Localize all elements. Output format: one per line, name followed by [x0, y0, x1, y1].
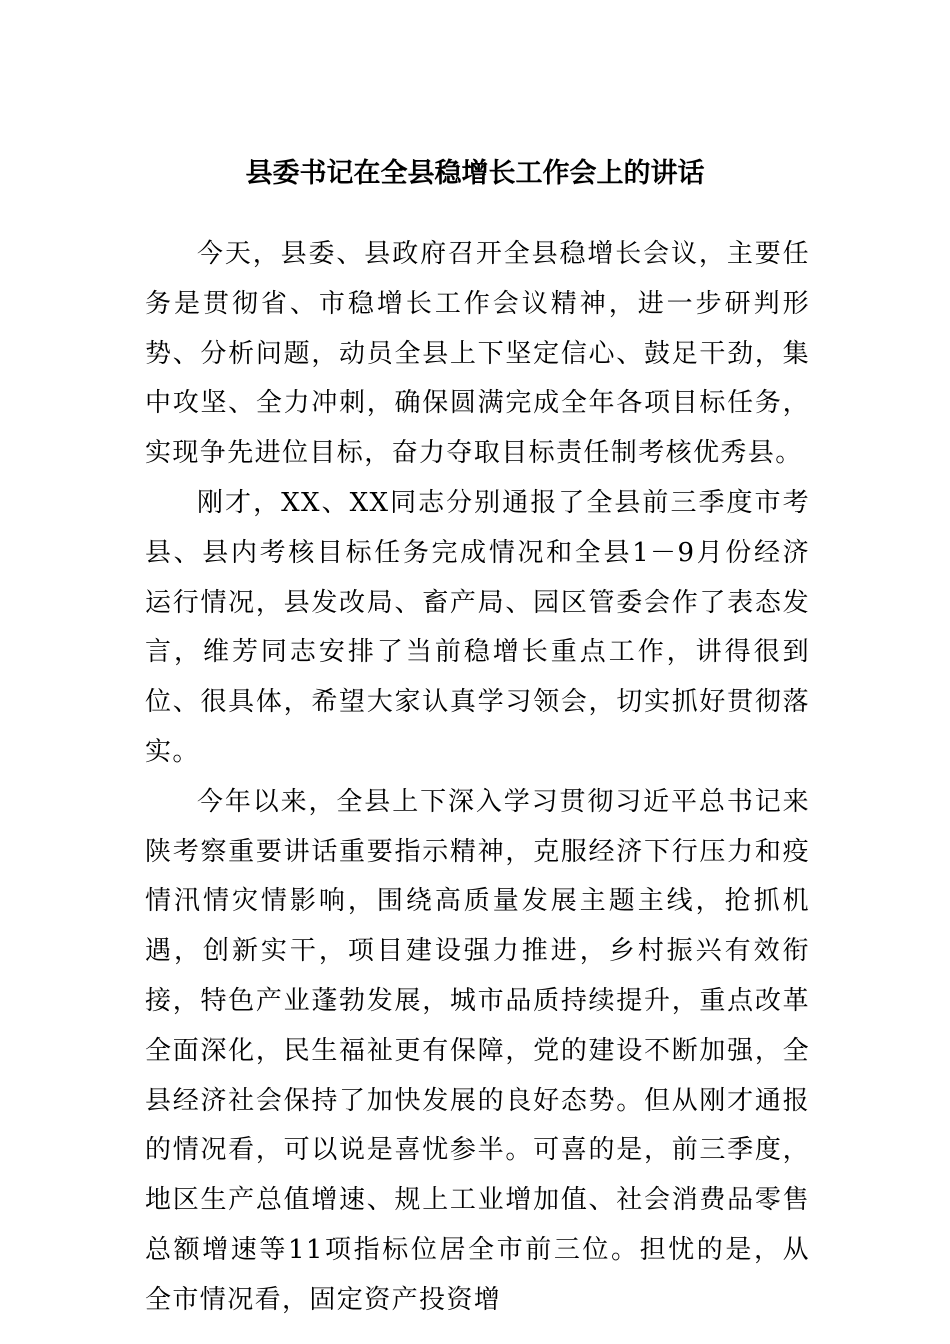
paragraph: 今年以来，全县上下深入学习贯彻习近平总书记来陕考察重要讲话重要指示精神，克服经济下行压力和疫情汛情灾情影响，围绕高质量发展主题主线，抢抓机遇，创新实干，项目建设强力推进，乡村振兴有效衔接，特色产业蓬勃发展，城市品质持续提升，重点改革全面深化，民生福祉更有保障，党的建设不断加强，全县经济社会保持了加快发展的良好态势。但从刚才通报的情况看，可以说是喜忧参半。可喜的是，前三季度，地区生产总值增速、规上工业增加值、社会消费品零售总额增速等11项指标位居全市前三位。担忧的是，从全市情况看，固定资产投资增 — [145, 786, 810, 1315]
document-title: 县委书记在全县稳增长工作会上的讲话 — [245, 158, 705, 189]
paragraph: 今天，县委、县政府召开全县稳增长会议，主要任务是贯彻省、市稳增长工作会议精神，进一步研判形势、分析问题，动员全县上下坚定信心、鼓足干劲，集中攻坚、全力冲刺，确保圆满完成全年各项目标任务，实现争先进位目标，奋力夺取目标责任制考核优秀县。 — [145, 239, 810, 469]
paragraph: 刚才，XX、XX同志分别通报了全县前三季度市考县、县内考核目标任务完成情况和全县1－9月份经济运行情况，县发改局、畜产局、园区管委会作了表态发言，维芳同志安排了当前稳增长重点工作，讲得很到位、很具体，希望大家认真学习领会，切实抓好贯彻落实。 — [145, 487, 810, 767]
document-body — [145, 230, 810, 1326]
